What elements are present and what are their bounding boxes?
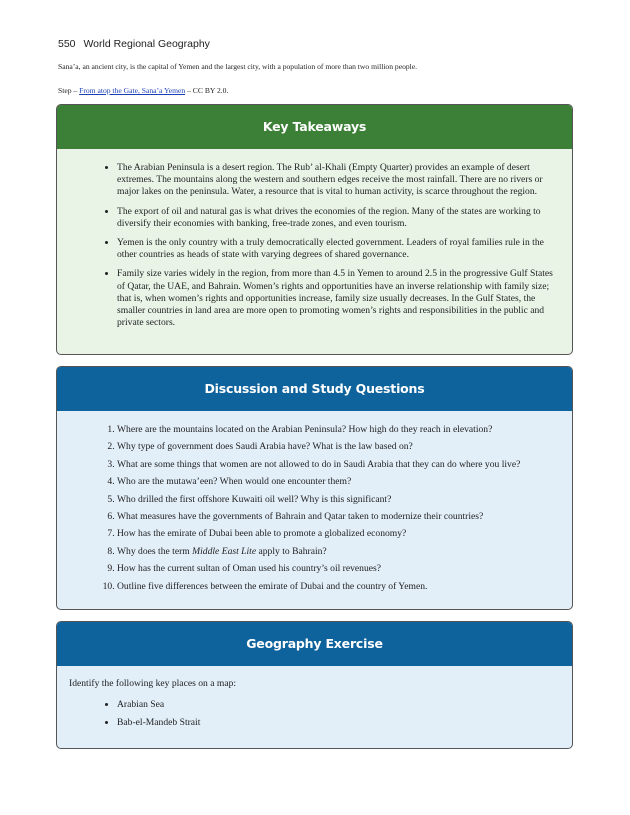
geography-exercise-title: Geography Exercise — [57, 622, 572, 666]
list-item: 1. Where are the mountains located on the Arabian Peninsula? How high do they reach in elevation? — [117, 424, 560, 436]
key-takeaways-box — [56, 104, 573, 355]
list-item: • The export of oil and natural gas is what drives the economies of the region. Many of the states are working to diversify their economies with banking, free-trade zones, and even tourism. — [117, 206, 560, 230]
discussion-questions-title: Discussion and Study Questions — [57, 367, 572, 411]
list-item: 6. What measures have the governments of Bahrain and Qatar taken to modernize their countries? — [117, 511, 560, 523]
key-takeaways-title: Key Takeaways — [57, 105, 572, 149]
page-header — [58, 38, 210, 50]
list-item: • Arabian Sea — [117, 699, 560, 711]
list-item — [117, 546, 560, 558]
list-item: 3. What are some things that women are not allowed to do in Saudi Arabia that they can do where you live? — [117, 459, 560, 471]
list-item: 10. Outline five differences between the emirate of Dubai and the country of Yemen. — [117, 581, 560, 593]
list-item: 9. How has the current sultan of Oman used his country’s oil revenues? — [117, 563, 560, 575]
book-title: World Regional Geography — [83, 38, 210, 50]
geography-exercise-box — [56, 621, 573, 749]
key-takeaways-list — [57, 149, 572, 329]
image-credit — [58, 86, 578, 95]
image-caption: Sana’a, an ancient city, is the capital of Yemen and the largest city, with a population of more than two million people. — [58, 62, 418, 71]
list-item: 2. Why type of government does Saudi Arabia have? What is the law based on? — [117, 441, 560, 453]
list-item: • Family size varies widely in the region, from more than 4.5 in Yemen to around 2.5 in the progressive Gulf States of Qatar, the UAE, and Bahrain. Women’s rights and opportunities have an inverse relationship with family size; that is, when women’s rights and opportunities increase, family size usually decreases. In the Gulf States, the smaller countries in land area are more open to promoting women’s rights and responsibilities in the public and private sectors. — [117, 268, 560, 329]
credit-link[interactable]: From atop the Gate, Sana’a Yemen — [79, 86, 186, 95]
discussion-questions-box — [56, 366, 573, 610]
list-item: 5. Who drilled the first offshore Kuwaiti oil well? Why is this significant? — [117, 494, 560, 506]
key-places-list — [57, 699, 572, 729]
credit-suffix: – CC BY 2.0. — [187, 86, 229, 95]
discussion-questions-list — [57, 411, 572, 593]
exercise-intro: Identify the following key places on a map: — [69, 678, 237, 689]
credit-prefix: Step – — [58, 86, 78, 95]
question-text-before: Why does the term — [117, 545, 193, 557]
question-text-after: apply to Bahrain? — [256, 545, 327, 557]
list-item: • Yemen is the only country with a truly democratically elected government. Leaders of royal families rule in the other countries as heads of state with varying degrees of shared governance. — [117, 237, 560, 261]
list-item: • The Arabian Peninsula is a desert region. The Rub’ al-Khali (Empty Quarter) provides an example of desert extremes. The mountains along the western and southern edges receive the most rainfall. There are no rivers or major lakes on the peninsula. Water, a resource that is vital to human activity, is scarce throughout the region. — [117, 162, 560, 199]
question-italic-term: Middle East Lite — [192, 545, 257, 557]
list-item: • Bab-el-Mandeb Strait — [117, 717, 560, 729]
list-item: 4. Who are the mutawa’een? When would one encounter them? — [117, 476, 560, 488]
page-number: 550 — [58, 38, 76, 50]
list-item: 7. How has the emirate of Dubai been able to promote a globalized economy? — [117, 528, 560, 540]
